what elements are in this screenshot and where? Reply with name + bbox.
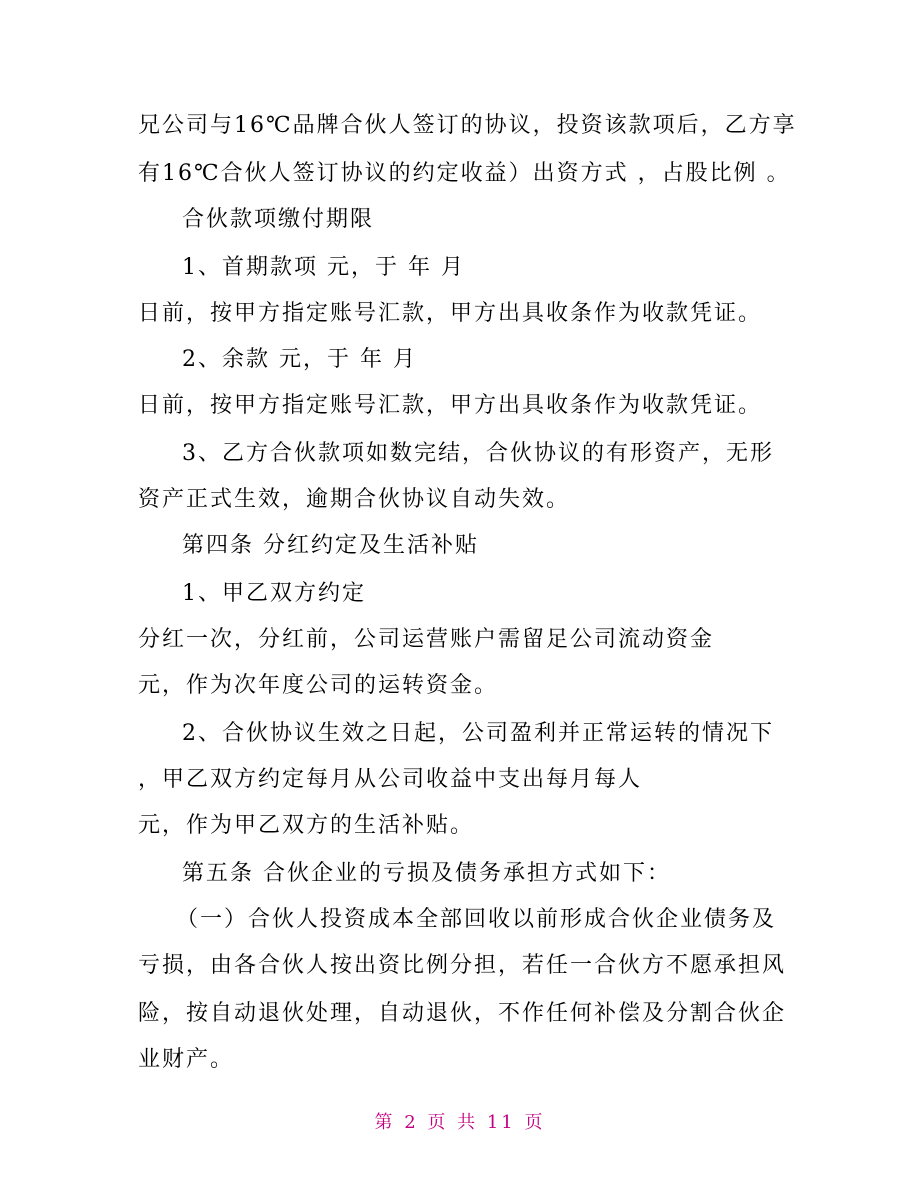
section-heading: 合伙款项缴付期限 [182, 207, 375, 232]
text-line: 元，作为次年度公司的运转资金。 [138, 673, 499, 698]
text-line: （一）合伙人投资成本全部回收以前形成合伙企业债务及 [176, 907, 777, 932]
text-line: 险，按自动退伙处理，自动退伙，不作任何补偿及分割合伙企 [138, 1001, 787, 1026]
text-line: 分红一次，分红前，公司运营账户需留足公司流动资金 [138, 627, 715, 652]
text-line: 日前，按甲方指定账号汇款，甲方出具收条作为收款凭证。 [138, 393, 763, 418]
article-heading: 第四条 分红约定及生活补贴 [182, 533, 479, 558]
text-line: 1、甲乙双方约定 [182, 581, 366, 606]
text-line: 元，作为甲乙双方的生活补贴。 [138, 813, 475, 838]
text-line: 有16℃合伙人签订协议的约定收益）出资方式 ，占股比例 。 [138, 161, 791, 186]
text-line: 3、乙方合伙款项如数完结，合伙协议的有形资产，无形 [182, 441, 774, 466]
text-line: 资产正式生效，逾期合伙协议自动失效。 [138, 487, 571, 512]
page-number-footer: 第 2 页 共 11 页 [374, 1112, 546, 1133]
text-line: 1、首期款项 元，于 年 月 [182, 255, 465, 280]
text-line: 业财产。 [138, 1047, 235, 1072]
article-heading: 第五条 合伙企业的亏损及债务承担方式如下： [182, 861, 671, 886]
text-line: ，甲乙双方约定每月从公司收益中支出每月每人 [138, 767, 643, 792]
text-line: 日前，按甲方指定账号汇款，甲方出具收条作为收款凭证。 [138, 301, 763, 326]
text-line: 兄公司与16℃品牌合伙人签订的协议，投资该款项后，乙方享 [138, 113, 797, 138]
text-line: 2、余款 元，于 年 月 [182, 347, 417, 372]
text-line: 2、合伙协议生效之日起，公司盈利并正常运转的情况下 [182, 721, 774, 746]
text-line: 亏损，由各合伙人按出资比例分担，若任一合伙方不愿承担风 [138, 953, 787, 978]
